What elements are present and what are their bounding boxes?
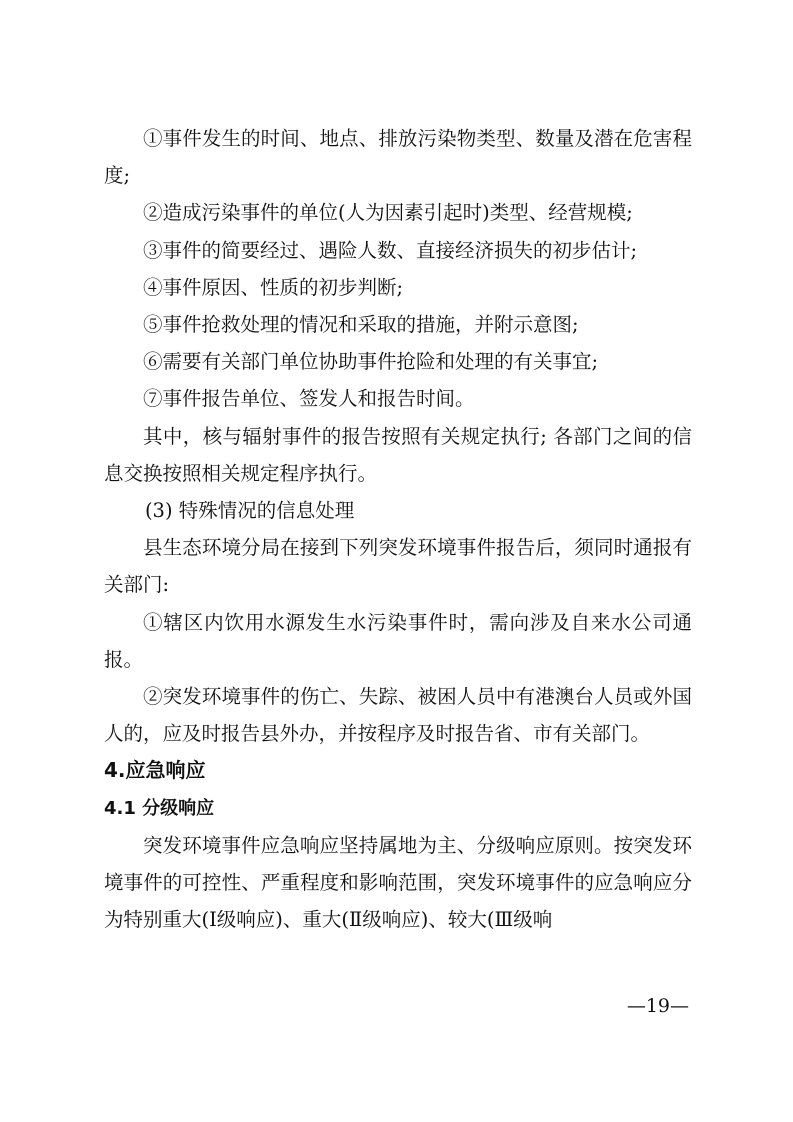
heading-emergency-response: 4.应急响应 bbox=[104, 758, 206, 783]
page-number: —19— bbox=[626, 995, 689, 1017]
paragraph-notify-departments: 县生态环境分局在接到下列突发环境事件报告后，须同时通报有关部门: bbox=[104, 536, 692, 597]
paragraph-item-6: ⑥需要有关部门单位协助事件抢险和处理的有关事宜; bbox=[143, 350, 599, 374]
document-body bbox=[104, 120, 692, 938]
paragraph-graded-response: 突发环境事件应急响应坚持属地为主、分级响应原则。按突发环境事件的可控性、严重程度和影响范围，突发环境事件的应急响应分为特别重大(Ⅰ级响应)、重大(Ⅱ级响应)、较大(Ⅲ级响 bbox=[104, 833, 692, 932]
paragraph-notify-foreign: ②突发环境事件的伤亡、失踪、被困人员中有港澳台人员或外国人的，应及时报告县外办，并按程序及时报告省、市有关部门。 bbox=[104, 685, 692, 746]
paragraph-item-4: ④事件原因、性质的初步判断; bbox=[143, 275, 404, 299]
subheading-special-cases: (3) 特殊情况的信息处理 bbox=[144, 499, 355, 523]
paragraph-item-1: ①事件发生的时间、地点、排放污染物类型、数量及潜在危害程度; bbox=[104, 127, 692, 188]
heading-graded-response: 4.1 分级响应 bbox=[104, 797, 215, 819]
paragraph-item-2: ②造成污染事件的单位(人为因素引起时)类型、经营规模; bbox=[143, 201, 633, 225]
paragraph-notify-water: ①辖区内饮用水源发生水污染事件时，需向涉及自来水公司通报。 bbox=[104, 610, 692, 671]
paragraph-item-7: ⑦事件报告单位、签发人和报告时间。 bbox=[143, 387, 475, 411]
paragraph-item-5: ⑤事件抢救处理的情况和采取的措施，并附示意图; bbox=[143, 313, 579, 337]
paragraph-item-3: ③事件的简要经过、遇险人数、直接经济损失的初步估计; bbox=[143, 238, 638, 262]
paragraph-nuclear-note: 其中，核与辐射事件的报告按照有关规定执行; 各部门之间的信息交换按照相关规定程序执行。 bbox=[104, 424, 692, 485]
